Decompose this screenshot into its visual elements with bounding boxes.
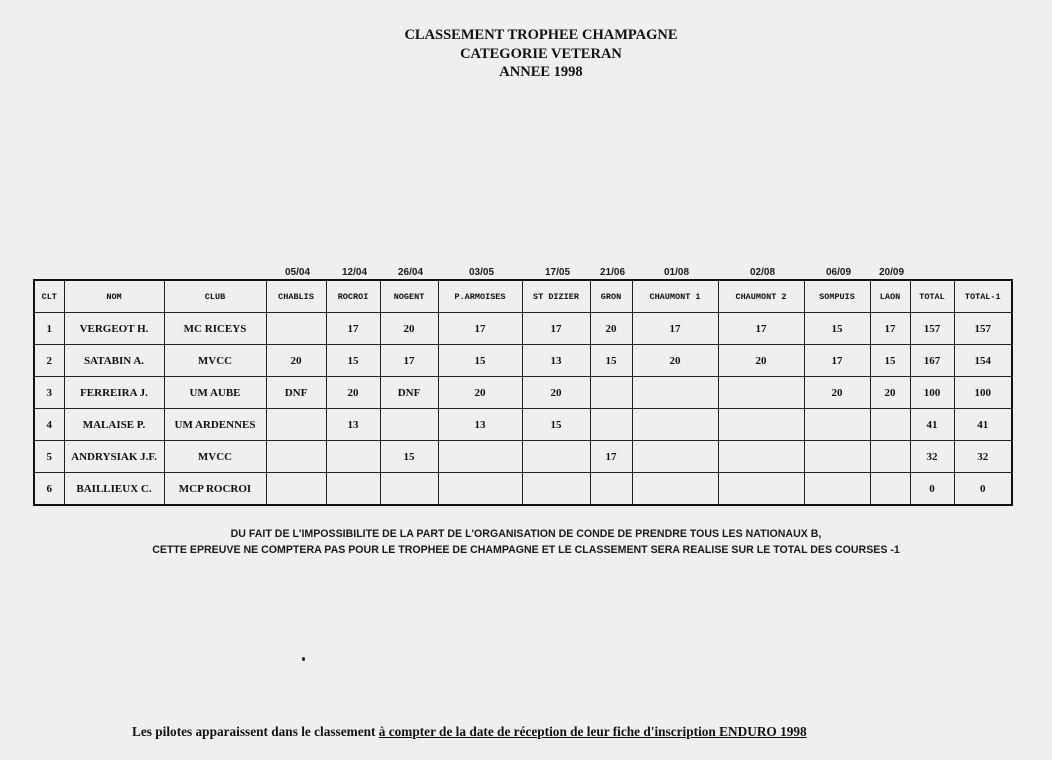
race-result-cell bbox=[438, 441, 522, 473]
race-result-cell bbox=[590, 377, 632, 409]
footer-underlined: à compter de la date de réception de leur fiche d'inscription ENDURO 1998 bbox=[378, 724, 807, 739]
header-nom: NOM bbox=[64, 280, 164, 313]
race-result-cell: 15 bbox=[326, 345, 380, 377]
header-race-1: CHABLIS bbox=[266, 280, 326, 313]
race-result-cell: 20 bbox=[380, 313, 438, 345]
race-result-cell bbox=[804, 409, 870, 441]
race-result-cell bbox=[718, 377, 804, 409]
header-total-1: TOTAL-1 bbox=[954, 280, 1012, 313]
race-result-cell bbox=[266, 313, 326, 345]
race-result-cell: 20 bbox=[266, 345, 326, 377]
header-clt: CLT bbox=[34, 280, 64, 313]
race-result-cell bbox=[870, 409, 910, 441]
race-date: 26/04 bbox=[397, 267, 424, 278]
race-result-cell bbox=[522, 441, 590, 473]
pilot-name-cell: ANDRYSIAK J.F. bbox=[64, 441, 164, 473]
footer-note bbox=[132, 724, 807, 740]
table-header-row bbox=[34, 280, 1012, 313]
race-result-cell: 17 bbox=[632, 313, 718, 345]
total-1-cell: 154 bbox=[954, 345, 1012, 377]
race-result-cell: 17 bbox=[380, 345, 438, 377]
header-race-6: GRON bbox=[590, 280, 632, 313]
notice-line-2: CETTE EPREUVE NE COMPTERA PAS POUR LE TROPHEE DE CHAMPAGNE ET LE CLASSEMENT SERA REALISE SUR LE TOTAL DES COURSES -1 bbox=[152, 543, 900, 556]
club-cell: MVCC bbox=[164, 345, 266, 377]
header-total: TOTAL bbox=[910, 280, 954, 313]
total-1-cell: 0 bbox=[954, 473, 1012, 506]
header-race-2: ROCROI bbox=[326, 280, 380, 313]
race-date: 20/09 bbox=[878, 267, 905, 278]
race-date: 02/08 bbox=[749, 267, 776, 278]
race-result-cell bbox=[380, 473, 438, 506]
club-cell: MC RICEYS bbox=[164, 313, 266, 345]
race-result-cell bbox=[632, 473, 718, 506]
race-result-cell: 17 bbox=[590, 441, 632, 473]
pilot-name-cell: MALAISE P. bbox=[64, 409, 164, 441]
notice-line-1: DU FAIT DE L'IMPOSSIBILITE DE LA PART DE L'ORGANISATION DE CONDE DE PRENDRE TOUS LES NATIONAUX B, bbox=[230, 528, 822, 540]
race-result-cell: 20 bbox=[438, 377, 522, 409]
header-race-7: CHAUMONT 1 bbox=[632, 280, 718, 313]
total-1-cell: 32 bbox=[954, 441, 1012, 473]
race-result-cell: 20 bbox=[522, 377, 590, 409]
table-row bbox=[34, 313, 1012, 345]
race-result-cell: 15 bbox=[438, 345, 522, 377]
race-result-cell bbox=[718, 473, 804, 506]
race-result-cell: 13 bbox=[438, 409, 522, 441]
table-row bbox=[34, 345, 1012, 377]
header-race-3: NOGENT bbox=[380, 280, 438, 313]
club-cell: UM ARDENNES bbox=[164, 409, 266, 441]
header-race-10: LAON bbox=[870, 280, 910, 313]
race-result-cell bbox=[718, 441, 804, 473]
race-result-cell bbox=[266, 409, 326, 441]
footer-prefix: Les pilotes apparaissent dans le classement bbox=[132, 724, 379, 739]
rank-cell: 5 bbox=[34, 441, 64, 473]
stray-dot bbox=[302, 657, 305, 661]
race-result-cell: 17 bbox=[326, 313, 380, 345]
race-result-cell bbox=[804, 473, 870, 506]
race-result-cell: 20 bbox=[804, 377, 870, 409]
race-result-cell bbox=[590, 473, 632, 506]
rank-cell: 4 bbox=[34, 409, 64, 441]
pilot-name-cell: FERREIRA J. bbox=[64, 377, 164, 409]
table-row bbox=[34, 473, 1012, 506]
race-result-cell: 20 bbox=[632, 345, 718, 377]
race-date: 17/05 bbox=[544, 267, 571, 278]
race-result-cell bbox=[804, 441, 870, 473]
race-result-cell bbox=[438, 473, 522, 506]
header-race-5: ST DIZIER bbox=[522, 280, 590, 313]
race-result-cell bbox=[522, 473, 590, 506]
rank-cell: 1 bbox=[34, 313, 64, 345]
race-date: 05/04 bbox=[284, 267, 311, 278]
race-result-cell: 13 bbox=[522, 345, 590, 377]
race-date: 01/08 bbox=[663, 267, 690, 278]
race-result-cell: 17 bbox=[718, 313, 804, 345]
total-cell: 167 bbox=[910, 345, 954, 377]
race-result-cell: 15 bbox=[522, 409, 590, 441]
race-result-cell bbox=[380, 409, 438, 441]
club-cell: MVCC bbox=[164, 441, 266, 473]
rank-cell: 2 bbox=[34, 345, 64, 377]
race-result-cell: 17 bbox=[804, 345, 870, 377]
header-race-4: P.ARMOISES bbox=[438, 280, 522, 313]
total-cell: 32 bbox=[910, 441, 954, 473]
race-result-cell: 15 bbox=[804, 313, 870, 345]
race-result-cell bbox=[870, 441, 910, 473]
race-result-cell: 15 bbox=[380, 441, 438, 473]
race-result-cell bbox=[266, 473, 326, 506]
race-result-cell bbox=[326, 441, 380, 473]
header-race-9: SOMPUIS bbox=[804, 280, 870, 313]
race-date: 21/06 bbox=[599, 267, 626, 278]
race-result-cell: 20 bbox=[870, 377, 910, 409]
race-result-cell: DNF bbox=[380, 377, 438, 409]
total-cell: 157 bbox=[910, 313, 954, 345]
title-line-1: CLASSEMENT TROPHEE CHAMPAGNE bbox=[404, 27, 678, 43]
title-line-3: ANNEE 1998 bbox=[499, 64, 583, 80]
race-result-cell bbox=[590, 409, 632, 441]
club-cell: MCP ROCROI bbox=[164, 473, 266, 506]
race-date: 12/04 bbox=[341, 267, 368, 278]
race-result-cell: 17 bbox=[438, 313, 522, 345]
race-result-cell bbox=[870, 473, 910, 506]
total-cell: 100 bbox=[910, 377, 954, 409]
results-table bbox=[33, 279, 1013, 506]
table-row bbox=[34, 377, 1012, 409]
club-cell: UM AUBE bbox=[164, 377, 266, 409]
race-result-cell bbox=[632, 441, 718, 473]
table-row bbox=[34, 441, 1012, 473]
race-result-cell: 20 bbox=[590, 313, 632, 345]
total-1-cell: 157 bbox=[954, 313, 1012, 345]
total-cell: 41 bbox=[910, 409, 954, 441]
race-result-cell: DNF bbox=[266, 377, 326, 409]
race-result-cell bbox=[632, 377, 718, 409]
race-result-cell: 15 bbox=[590, 345, 632, 377]
header-race-8: CHAUMONT 2 bbox=[718, 280, 804, 313]
race-result-cell: 15 bbox=[870, 345, 910, 377]
rank-cell: 3 bbox=[34, 377, 64, 409]
total-1-cell: 100 bbox=[954, 377, 1012, 409]
total-1-cell: 41 bbox=[954, 409, 1012, 441]
rank-cell: 6 bbox=[34, 473, 64, 506]
race-date: 03/05 bbox=[468, 267, 495, 278]
header-club: CLUB bbox=[164, 280, 266, 313]
race-result-cell: 17 bbox=[870, 313, 910, 345]
document-title bbox=[0, 26, 1052, 82]
race-result-cell bbox=[632, 409, 718, 441]
race-result-cell: 17 bbox=[522, 313, 590, 345]
race-date: 06/09 bbox=[825, 267, 852, 278]
title-line-2: CATEGORIE VETERAN bbox=[460, 45, 622, 62]
table-row bbox=[34, 409, 1012, 441]
race-result-cell: 13 bbox=[326, 409, 380, 441]
race-result-cell: 20 bbox=[718, 345, 804, 377]
pilot-name-cell: SATABIN A. bbox=[64, 345, 164, 377]
pilot-name-cell: VERGEOT H. bbox=[64, 313, 164, 345]
total-cell: 0 bbox=[910, 473, 954, 506]
race-result-cell: 20 bbox=[326, 377, 380, 409]
pilot-name-cell: BAILLIEUX C. bbox=[64, 473, 164, 506]
race-result-cell bbox=[326, 473, 380, 506]
race-result-cell bbox=[718, 409, 804, 441]
race-result-cell bbox=[266, 441, 326, 473]
notice bbox=[0, 527, 1052, 558]
